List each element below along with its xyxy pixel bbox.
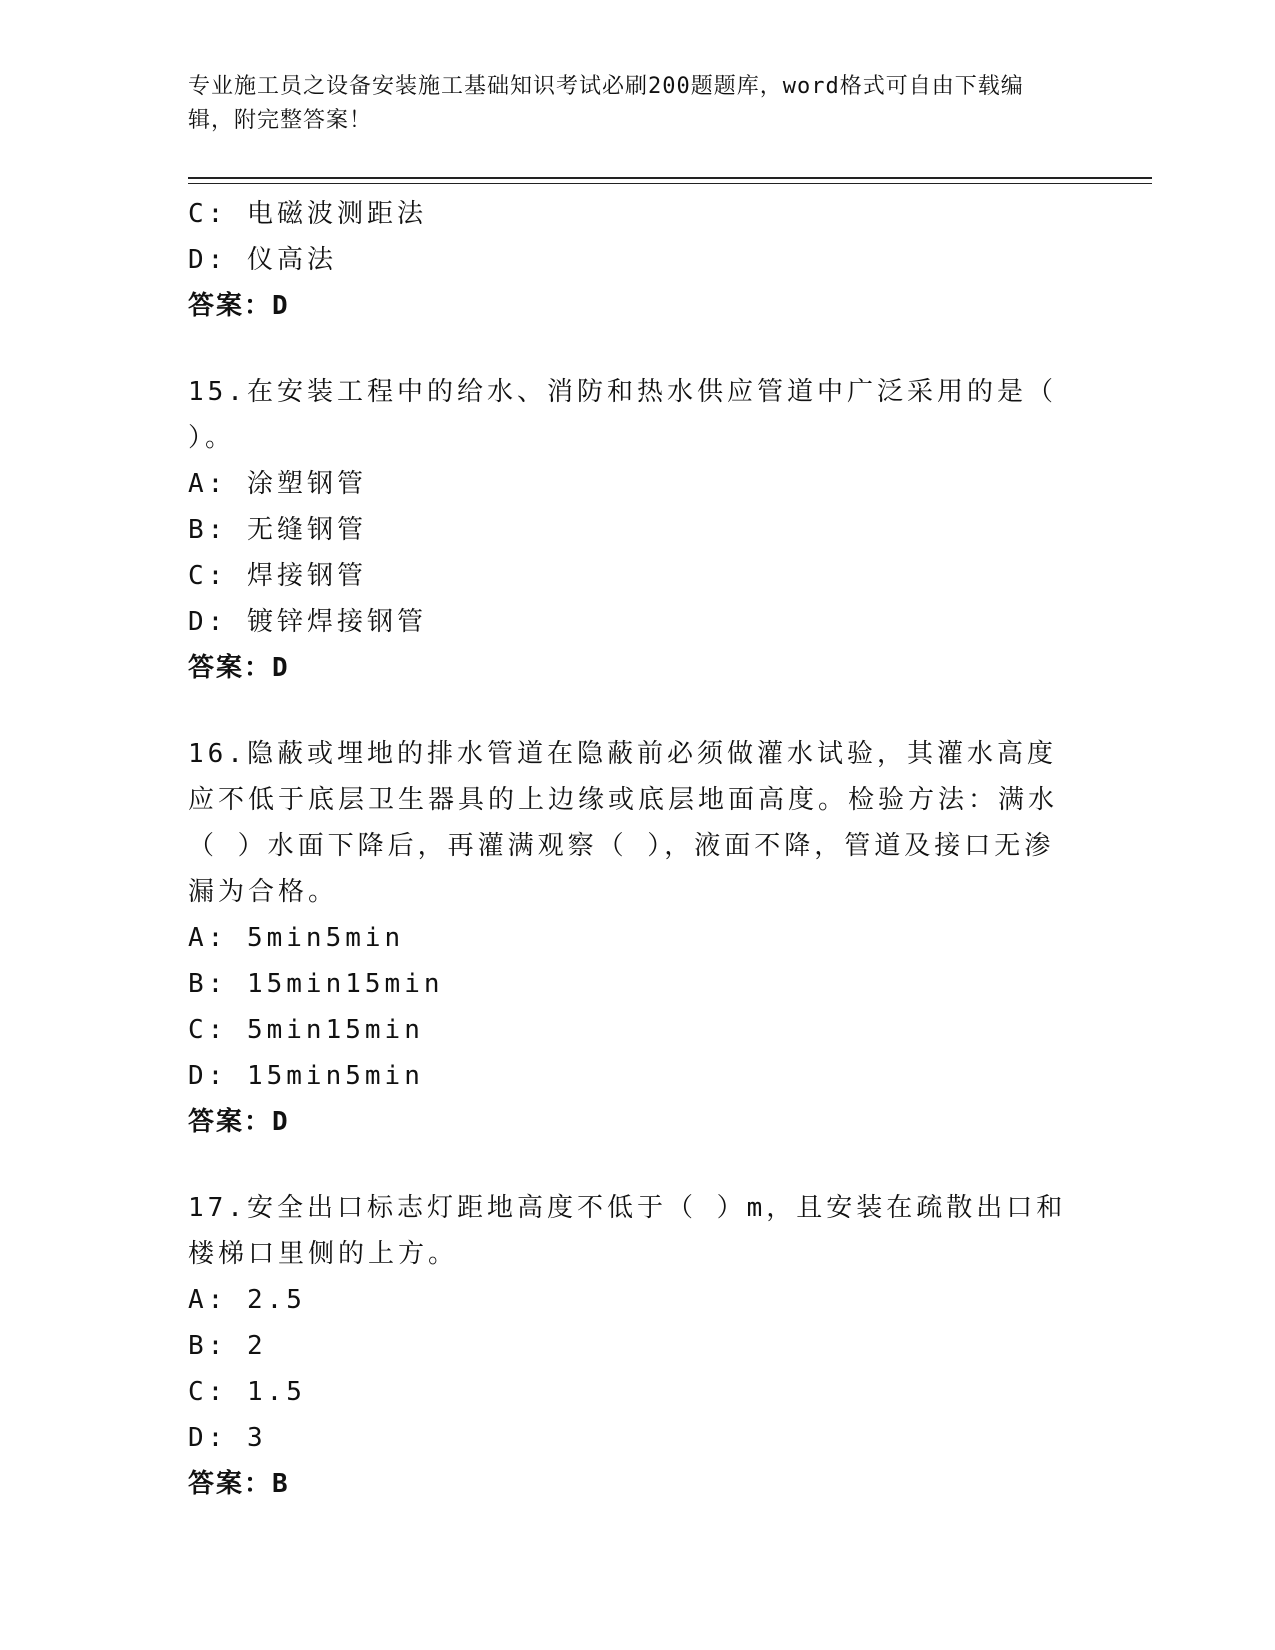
option-a — [188, 461, 1088, 507]
answer-line: 答案：D — [188, 291, 290, 321]
option-label: B: — [188, 515, 228, 545]
option-b — [188, 961, 1088, 1007]
document-body — [188, 191, 1088, 1507]
header-rule-thin — [188, 183, 1152, 184]
spacer — [188, 691, 1088, 731]
option-c — [188, 1007, 1088, 1053]
option-text: 15min15min — [246, 969, 444, 999]
option-label: D: — [188, 1061, 228, 1091]
option-label: C: — [188, 1377, 228, 1407]
option-label: C: — [188, 561, 228, 591]
option-text: 5min15min — [246, 1015, 424, 1045]
question-stem: 15.在安装工程中的给水、消防和热水供应管道中广泛采用的是（ ）。 — [188, 377, 1057, 453]
option-a — [188, 1277, 1088, 1323]
option-text: 镀锌焊接钢管 — [246, 607, 427, 637]
option-label: D: — [188, 607, 228, 637]
option-text: 2.5 — [246, 1285, 306, 1315]
option-b — [188, 507, 1088, 553]
option-text: 3 — [246, 1423, 267, 1453]
question-16 — [188, 731, 1088, 1145]
option-label: C: — [188, 199, 228, 229]
option-b — [188, 1323, 1088, 1369]
option-text: 15min5min — [246, 1061, 424, 1091]
option-label: A: — [188, 469, 228, 499]
option-text: 无缝钢管 — [246, 515, 367, 545]
option-a — [188, 915, 1088, 961]
option-d — [188, 1415, 1088, 1461]
question-stem: 16.隐蔽或埋地的排水管道在隐蔽前必须做灌水试验，其灌水高度应不低于底层卫生器具的上边缘或底层地面高度。检验方法：满水（ ）水面下降后，再灌满观察（ ），液面不降，管道及接口无渗漏为合格。 — [188, 739, 1059, 907]
option-d — [188, 237, 1088, 283]
question-stem: 17.安全出口标志灯距地高度不低于（ ）m，且安装在疏散出口和楼梯口里侧的上方。 — [188, 1193, 1067, 1269]
spacer — [188, 1145, 1088, 1185]
option-c — [188, 1369, 1088, 1415]
option-label: D: — [188, 245, 228, 275]
option-text: 2 — [246, 1331, 267, 1361]
option-text: 仪高法 — [246, 245, 337, 275]
option-label: D: — [188, 1423, 228, 1453]
option-label: A: — [188, 923, 228, 953]
answer-line: 答案：D — [188, 1107, 290, 1137]
option-d — [188, 1053, 1088, 1099]
answer-line: 答案：D — [188, 653, 290, 683]
page-header: 专业施工员之设备安装施工基础知识考试必刷200题题库，word格式可自由下载编辑，附完整答案！ — [188, 74, 1024, 133]
spacer — [188, 329, 1088, 369]
option-d — [188, 599, 1088, 645]
option-label: B: — [188, 969, 228, 999]
option-c — [188, 553, 1088, 599]
option-text: 5min5min — [246, 923, 405, 953]
option-c — [188, 191, 1088, 237]
option-text: 1.5 — [246, 1377, 306, 1407]
option-text: 电磁波测距法 — [246, 199, 427, 229]
option-label: C: — [188, 1015, 228, 1045]
answer-line: 答案：B — [188, 1469, 290, 1499]
option-text: 涂塑钢管 — [246, 469, 367, 499]
header-rule-thick — [188, 177, 1152, 179]
option-text: 焊接钢管 — [246, 561, 367, 591]
question-17 — [188, 1185, 1088, 1507]
question-15 — [188, 369, 1088, 691]
option-label: A: — [188, 1285, 228, 1315]
option-label: B: — [188, 1331, 228, 1361]
